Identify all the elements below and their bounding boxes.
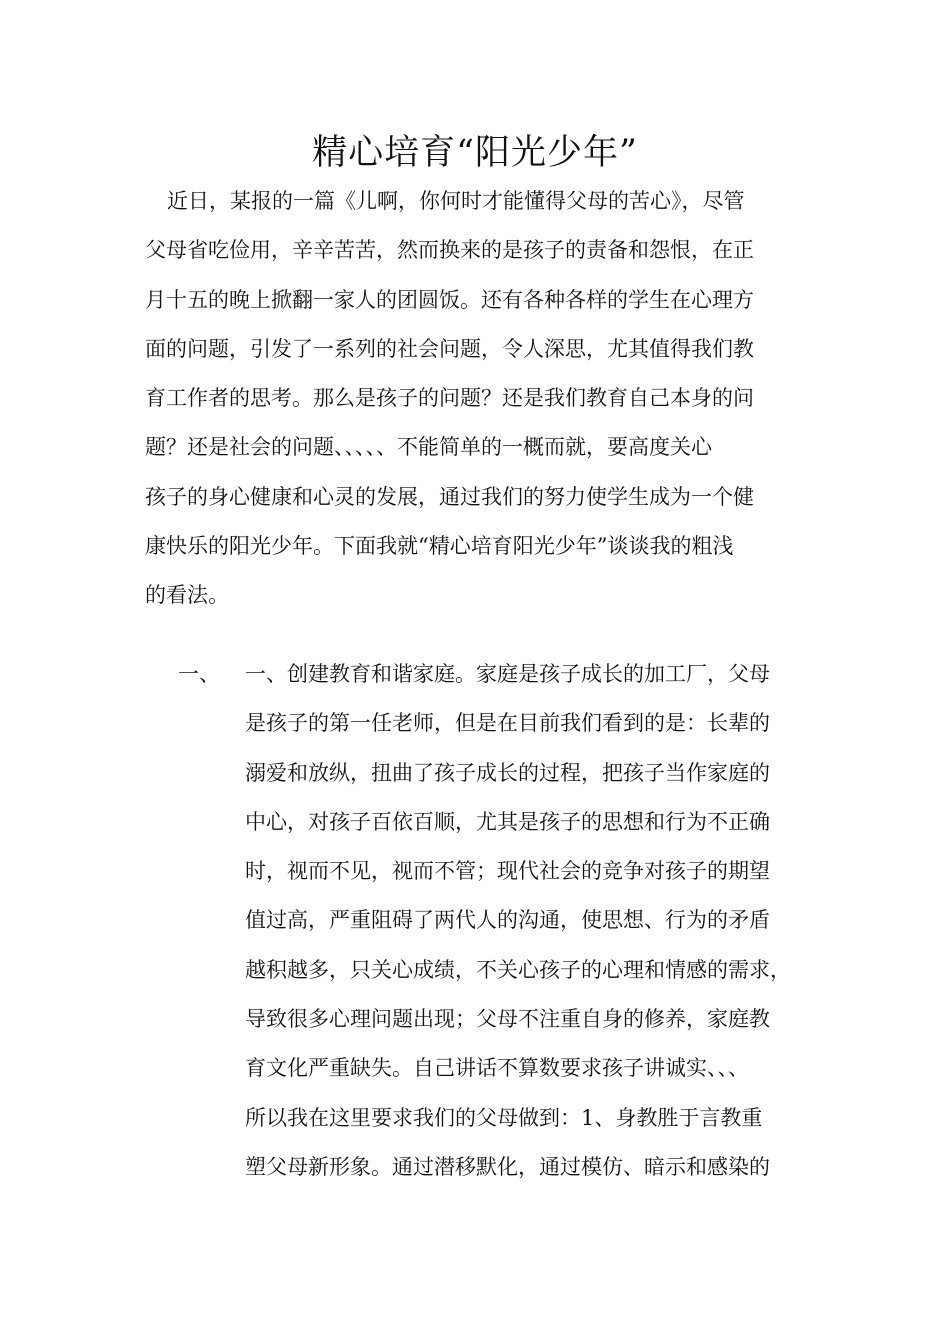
section-line: 塑父母新形象。通过潜移默化，通过模仿、暗示和感染的	[245, 1154, 770, 1179]
section-line: 值过高，严重阻碍了两代人的沟通，使思想、行为的矛盾	[245, 908, 770, 933]
section-marker: 一、	[178, 662, 220, 686]
intro-line: 近日，某报的一篇《儿啊，你何时才能懂得父母的苦心》，尽管	[167, 189, 745, 213]
intro-line: 孩子的身心健康和心灵的发展，通过我们的努力使学生成为一个健	[145, 484, 754, 509]
section-line: 中心，对孩子百依百顺，尤其是孩子的思想和行为不正确	[245, 809, 770, 834]
intro-line: 月十五的晚上掀翻一家人的团圆饭。还有各种各样的学生在心理方	[145, 287, 754, 312]
section-line: 育文化严重缺失。自己讲话不算数要求孩子讲诚实、、、	[245, 1056, 749, 1081]
intro-line: 面的问题，引发了一系列的社会问题，令人深思，尤其值得我们教	[145, 336, 754, 361]
intro-paragraph	[145, 177, 825, 621]
section-line: 所以我在这里要求我们的父母做到：1、身教胜于言教重	[245, 1105, 763, 1130]
section-line: 是孩子的第一任老师，但是在目前我们看到的是：长辈的	[245, 711, 770, 736]
section-line: 一、创建教育和谐家庭。家庭是孩子成长的加工厂，父母	[245, 662, 770, 686]
section-line: 越积越多，只关心成绩，不关心孩子的心理和情感的需求，	[245, 957, 791, 982]
section-one-paragraph	[245, 650, 845, 1192]
section-line: 溺爱和放纵，扭曲了孩子成长的过程，把孩子当作家庭的	[245, 760, 770, 785]
section-line: 导致很多心理问题出现；父母不注重自身的修养，家庭教	[245, 1007, 770, 1032]
section-line: 时，视而不见，视而不管；现代社会的竞争对孩子的期望	[245, 859, 770, 884]
document-title: 精心培育“阳光少年”	[312, 133, 638, 173]
intro-line: 题？还是社会的问题、、、、、不能简单的一概而就，要高度关心	[145, 435, 712, 460]
intro-line: 的看法。	[145, 583, 229, 608]
intro-line: 父母省吃俭用，辛辛苦苦，然而换来的是孩子的责备和怨恨，在正	[145, 238, 754, 263]
intro-line: 康快乐的阳光少年。下面我就“精心培育阳光少年”谈谈我的粗浅	[145, 534, 734, 559]
intro-line: 育工作者的思考。那么是孩子的问题？还是我们教育自己本身的问	[145, 386, 754, 411]
